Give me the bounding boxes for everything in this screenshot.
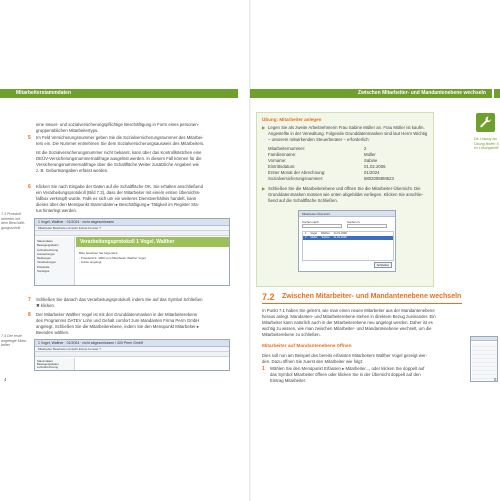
- step-5-text: [36, 135, 236, 174]
- exercise-fields: [268, 146, 428, 182]
- exercise-item-2: [268, 186, 430, 204]
- bullet-icon: ▶: [262, 125, 266, 130]
- note-line: Übung finden S: [474, 141, 499, 146]
- step-number: 1: [262, 366, 265, 372]
- tree-item: Stammdaten: [37, 359, 53, 363]
- field-value: 58020858M523: [364, 176, 394, 181]
- running-head-tab: [494, 89, 500, 98]
- list-item-selected[interactable]: [303, 236, 393, 240]
- field-value: 2: [364, 146, 367, 151]
- text-line: angelegt. Schließen Sie die Mitarbeiterebene, indem Sie den Menüpunkt Mitarbeiter ▸: [36, 324, 199, 329]
- tree-item: Sonstiges: [37, 269, 50, 274]
- cell: Sabine: [321, 236, 330, 239]
- wrench-icon: [476, 113, 495, 132]
- field-row: [268, 176, 428, 182]
- window-toolbar: [35, 231, 229, 236]
- tree-item: Bewegungsdaten: [37, 362, 59, 367]
- text-line: eine steuer- und sozialversicherungspflichtige Beschäftigung in Form eines personen-: [36, 122, 200, 127]
- tree-item: Protokolle: [37, 264, 50, 269]
- text-line: In Punkt 7.1 haben Sie gelernt, wie man einen neuen Mitarbeiter aus der Mandantenebene: [262, 308, 435, 313]
- subsection-paragraph: [262, 353, 467, 365]
- text-line: heraus anlegt. Mandanten- und Mitarbeiterebene stehen in direktem Bezug zueinander. Ein: [262, 314, 436, 319]
- figure-7-3-screenshot: [34, 218, 230, 286]
- step-7-text: [36, 297, 236, 309]
- text-line: dieses über den Menüpunkt Stammdaten ▸ Beschäftigung ▸ Tätigkeit im Register Sta-: [36, 202, 200, 207]
- text-line: ßend auf die Schaltfläche Schließen.: [268, 198, 338, 203]
- page-number-left: 4: [4, 377, 7, 382]
- running-head-right: Zwischen Mitarbeiter- und Mandantenebene wechseln: [250, 89, 492, 98]
- note-line: Dir Lösung zur: [474, 137, 498, 141]
- page-number-right: 5: [494, 377, 497, 382]
- search-label: Suchen nach:: [302, 220, 320, 224]
- caption-line: beiter: [1, 343, 10, 348]
- tree-item: Lohnabrechnung: [37, 247, 58, 252]
- text-line: des Programms DATEV Lohn und Gehalt comfort zum Mandanten Firma Perm GmbH: [36, 318, 200, 323]
- text-line: ✖ klicken.: [36, 303, 56, 308]
- text-line: Schließen Sie danach das Verarbeitungsprotokoll, indem Sie auf das Symbol Schließen: [36, 297, 203, 302]
- navigation-tree: [35, 358, 75, 371]
- text-line: wichtig zu wissen, wie man zwischen Mitarbeiter- und Mandantenebene wechselt, um die: [262, 326, 432, 331]
- text-line: Ist die Sozialversicherungsnummer nicht bekannt, kann über das Kontrollkästchen eine: [36, 150, 202, 155]
- text-line: das Symbol Mitarbeiter öffnen oder klicken Sie in der Übersicht doppelt auf den: [270, 372, 421, 377]
- text-line: Der Mitarbeiter Walther Vogel ist mit den Grunddatenmasken in der Mitarbeiterebene: [36, 312, 198, 317]
- text-line: Wählen Sie den Menüpunkt Erfassen ▸ Mitarbeiter..., oder klicken Sie doppelt auf: [270, 366, 425, 371]
- text-line: gruppenüblichen Mitarbeitertyps.: [36, 128, 99, 133]
- text-line: ters ein. Die Nummer entnehmen Sie dem Sozialversicherungsausweis des Mitarbeiters.: [36, 141, 205, 146]
- employee-overview-dialog: [298, 210, 396, 272]
- caption-line: 7.4 Der erste: [1, 334, 22, 338]
- text-line: fallbox verknüpft wurde. Falls es sich um ein weiteres Dienstverhältnis handelt, kann: [36, 196, 197, 201]
- step-8-text: [36, 312, 236, 336]
- text-line: Grunddatenmasken müssen wie unten abgebildet vorliegen. Klicken Sie anschlie-: [268, 192, 424, 197]
- text-line: Eintrag Mitarbeiter.: [270, 378, 307, 383]
- text-line: Dies soll nun am Beispiel des bereits erfassten Mitarbeiters Walther Vogel gezeigt wer-: [262, 353, 428, 358]
- caption-line: 7.3 Protokoll: [1, 212, 21, 216]
- cell: 2: [305, 236, 307, 239]
- field-label: Familienname:: [268, 152, 297, 157]
- page-gutter: [249, 0, 251, 501]
- text-line: Mitarbeiterebene zu schließen.: [262, 332, 321, 337]
- field-label: Erster Monat der Abrechnung:: [268, 170, 326, 175]
- text-line: Versicherungsnummernabfrage über die Schaltfläche Weiter zusätzliche Angaben wie: [36, 162, 200, 167]
- step-number: 5: [28, 135, 31, 141]
- text-line: Legen Sie als zweite Arbeitnehmerin Frau Sabine Müller an. Frau Müller ist kaufm.: [268, 125, 425, 130]
- cell: Vogel: [310, 232, 317, 235]
- running-head-left: Mitarbeiterstammdaten: [0, 89, 238, 98]
- tree-item: Meldungen: [37, 256, 51, 261]
- search-input[interactable]: [302, 224, 342, 228]
- field-value: 01.02.2006: [364, 164, 386, 169]
- section-rule: [262, 303, 462, 304]
- cell: 01.01.2006: [333, 232, 347, 235]
- tree-item: Lohnabrechnung: [37, 365, 58, 370]
- intro-paragraph: [36, 122, 236, 134]
- field-value: 01/2024: [364, 170, 380, 175]
- navigation-tree: [35, 237, 75, 286]
- section-paragraph: [262, 308, 467, 338]
- text-line: Beenden wählen.: [36, 330, 70, 335]
- exercise-item-1: [268, 125, 430, 143]
- bullet-icon: ▶: [262, 186, 266, 191]
- text-line: Mitarbeiter kann natürlich auch in der Mitarbeiterebene neu angelegt werden. Daher ist es: [262, 320, 433, 325]
- window-menu: Mitarbeiter Bearbeiten Ansicht Extras Fenster ?: [35, 347, 229, 352]
- text-line: – unserem mitwirkenden Steuerberater – erforderlich:: [268, 137, 370, 142]
- cell: 01.02.2006: [333, 236, 347, 239]
- step-6-text: [36, 184, 236, 214]
- caption-line: betreiter mit: [1, 216, 20, 221]
- step-number: 7: [28, 297, 31, 303]
- caption-line: gungsschritt: [1, 225, 21, 230]
- text-line: z. B. Geburtsangaben erfasst werden.: [36, 168, 109, 173]
- text-line: Schließen Sie die Mitarbeiterebene und öffnen Sie die Mitarbeiter-Übersicht. Die: [268, 186, 421, 191]
- employee-list: [302, 231, 394, 261]
- side-thumbnail-screenshot: [470, 336, 498, 382]
- caption-line: angelegte Mitar-: [1, 338, 27, 343]
- window-menu: Mitarbeiter Bearbeiten Ansicht Extras Fenster ?: [35, 226, 229, 231]
- text-line: ein Verarbeitungsprotokoll (Bild 7.3), dass der Mitarbeiter mit einem ersten Übersichts-: [36, 190, 201, 195]
- figure-caption-7-4: [1, 334, 27, 348]
- step-number: 6: [28, 184, 31, 190]
- text-line: Klicken Sie nach Eingabe der Daten auf die Schaltfläche OK. Sie erhalten anschließend: [36, 184, 203, 189]
- content-line: Bitte beachten Sie folgendes:: [79, 251, 119, 255]
- subsection-step-1: [270, 366, 468, 384]
- step-number: 8: [28, 312, 31, 318]
- field-label: Sozialversicherungsnummer:: [268, 176, 324, 181]
- field-label: Eintrittsdatum:: [268, 164, 296, 169]
- window-title: [471, 337, 497, 341]
- wrench-glyph: [476, 113, 495, 132]
- window-title: 1 Vogel, Walther · 01/2024 · nicht abgeschlossen: [35, 219, 229, 226]
- figure-caption-7-3: [1, 212, 27, 230]
- content-line: - wurde angelegt: [79, 260, 102, 264]
- tree-item: Verarbeitungen: [37, 260, 56, 265]
- dialog-title: Mitarbeiter-Übersicht: [299, 211, 395, 217]
- caption-line: dem Beschäfti-: [1, 221, 25, 226]
- section-number: 7.2: [262, 292, 275, 302]
- field-label: Vorname:: [268, 158, 287, 163]
- note-line: im Lösungsheft: [474, 146, 499, 151]
- protocol-banner: Verarbeitungsprotokoll 1 Vogel, Walther: [76, 237, 230, 247]
- text-line: Im Feld Versicherungsnummer geben Sie die Sozialversicherungsnummer des Mitarbei-: [36, 135, 204, 140]
- field-value: Sabine: [364, 158, 378, 163]
- field-label: Mitarbeiternummer:: [268, 146, 306, 151]
- text-line: DEÜV-Versicherungsnummernabfrage ausgelöst werden. In diesem Fall können für die: [36, 156, 202, 161]
- window-title: 1 Vogel, Walther · 01/2024 · nicht abgeschlossen / 400 Perm GmbH: [35, 340, 229, 347]
- section-title: Zwischen Mitarbeiter- und Mandantenebene wechseln: [282, 293, 462, 300]
- content-line: - Protokoll-Nr. 4000 vom Mitarbeiter Walther Vogel: [79, 255, 146, 260]
- close-button[interactable]: Schließen: [374, 262, 392, 268]
- text-line: den. Dazu öffnen Sie zuerst den Mitarbeiter wie folgt:: [262, 359, 363, 364]
- field-value: Müller: [364, 152, 376, 157]
- tree-item: Auswertungen: [37, 251, 55, 256]
- tree-item: Bewegungsdaten: [37, 243, 59, 248]
- search-in-label: Suchen in:: [347, 220, 361, 224]
- text-line: Angestellte in der Verwaltung. Folgende Grunddatenmasken sind laut Herrn Wichtig: [268, 131, 428, 136]
- cell: Müller: [310, 236, 318, 239]
- exercise-title: Übung: Mitarbeiter anlegen: [262, 117, 322, 122]
- cell: 1: [305, 232, 307, 235]
- figure-7-4-screenshot: [34, 339, 230, 371]
- window-toolbar: [35, 352, 229, 357]
- search-in-select[interactable]: [347, 224, 387, 228]
- text-line: tus hinterlegt werden.: [36, 208, 78, 213]
- protocol-content: [79, 251, 227, 285]
- tree-list: [472, 343, 497, 381]
- subsection-title: Mitarbeiter auf Mandantenebene öffnen: [262, 344, 352, 349]
- cell: Walther: [320, 232, 330, 235]
- tree-item: Stammdaten: [37, 239, 53, 243]
- solution-margin-note: [474, 137, 500, 151]
